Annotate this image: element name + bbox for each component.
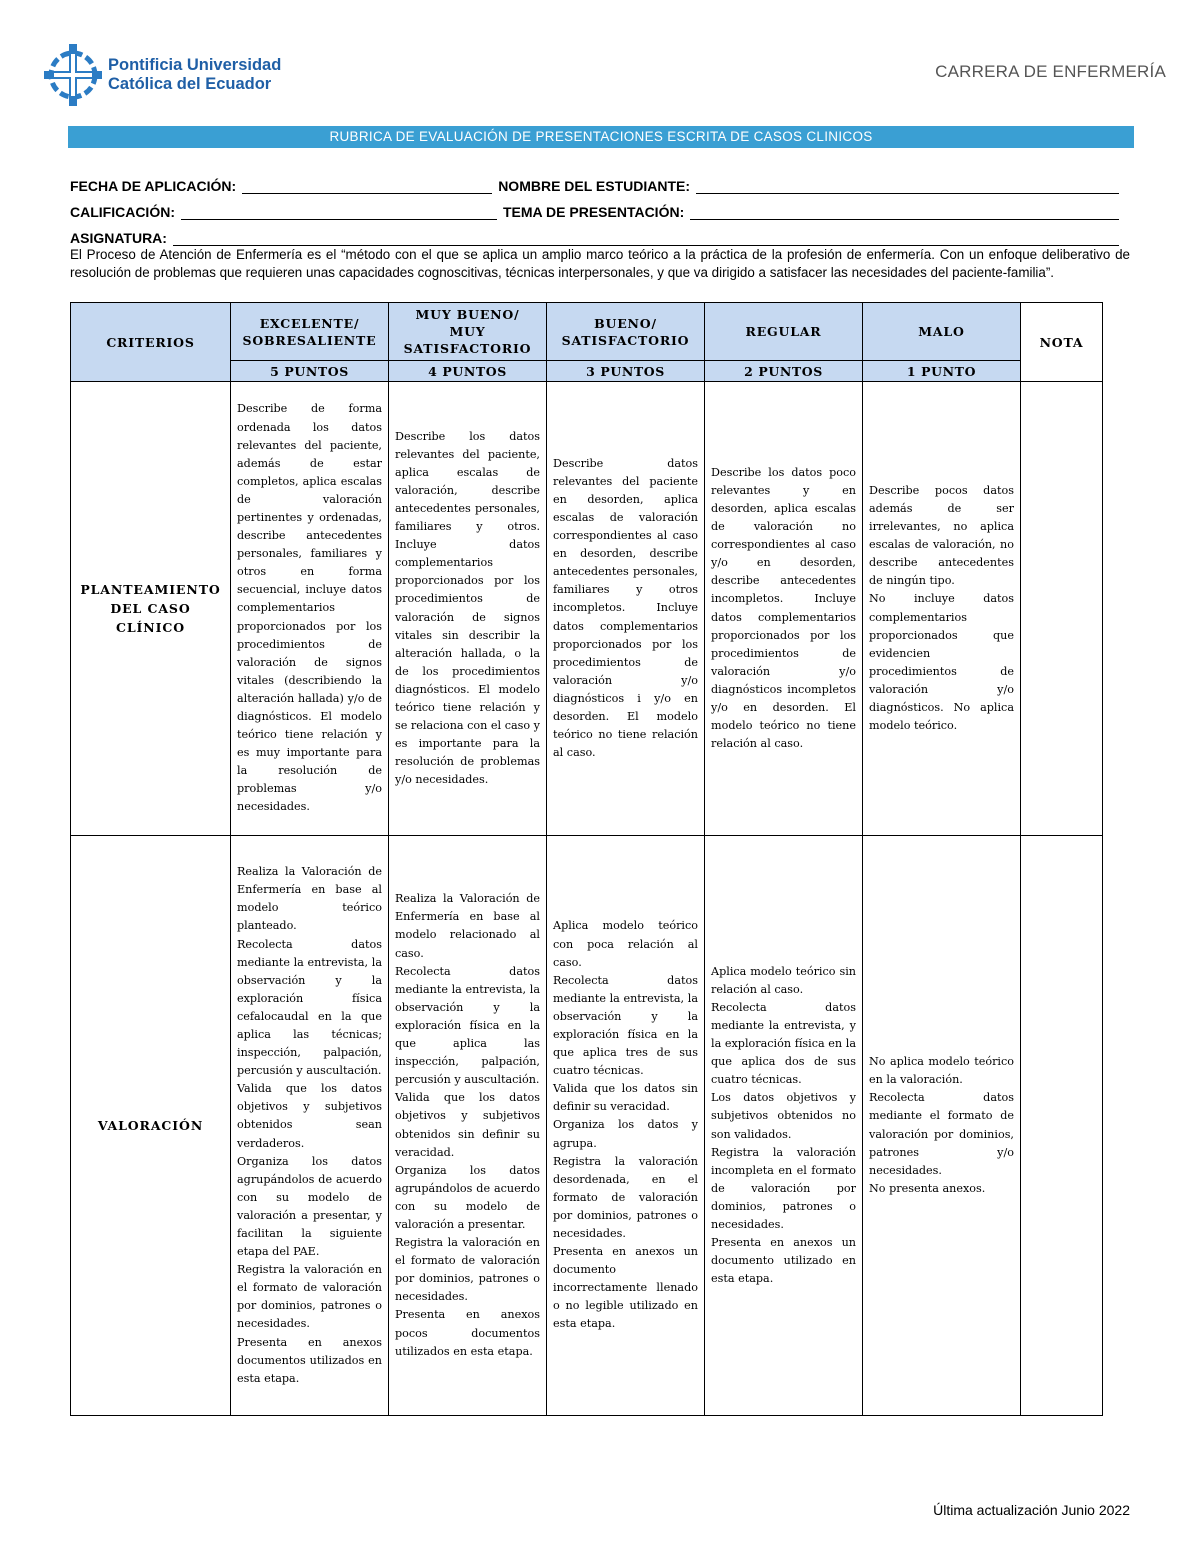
level-header bbox=[863, 303, 1021, 361]
descriptor-text: Recolecta datos mediante la entrevista, la observación y la exploración física en la que aplica tres de sus cuatro técnicas. bbox=[553, 973, 698, 1078]
level-header bbox=[705, 303, 863, 361]
university-crest-icon bbox=[42, 42, 104, 108]
calificacion-blank[interactable] bbox=[181, 207, 497, 220]
descriptor-text: Recolecta datos mediante el formato de valoración por dominios, patrones y/o necesidades. bbox=[869, 1091, 1014, 1177]
descriptor-cell bbox=[231, 382, 389, 836]
level-name-line: MUY bbox=[449, 324, 486, 339]
nota-header: NOTA bbox=[1021, 303, 1103, 382]
descriptor-text: Registra la valoración en el formato de valoración por dominios, patrones o necesidades. bbox=[395, 1236, 540, 1304]
level-name-line: EXCELENTE/ bbox=[259, 315, 360, 331]
level-points: 2 PUNTOS bbox=[705, 361, 863, 382]
descriptor-cell bbox=[705, 836, 863, 1416]
level-name-line: SATISFACTORIO bbox=[561, 332, 690, 348]
last-update-footer: Última actualización Junio 2022 bbox=[933, 1502, 1130, 1518]
descriptor-text: Realiza la Valoración de Enfermería en base al modelo teórico planteado. bbox=[237, 865, 382, 933]
descriptor-text: Realiza la Valoración de Enfermería en base al modelo relacionado al caso. bbox=[395, 892, 540, 960]
descriptor-text: Valida que los datos objetivos y subjetivos obtenidos sean verdaderos. bbox=[237, 1082, 382, 1150]
intro-paragraph: El Proceso de Atención de Enfermería es el “método con el que se aplica un amplio marco teórico a la práctica de la profesión de enfermería. Con un enfoque deliberativo de resolución de problemas que requieren unas capacidades cognoscitivas, técnicas interpersonales, y que va dirigido a satisfacer las necesidades del paciente-familia”. bbox=[70, 247, 1130, 280]
descriptor-text: Registra la valoración en el formato de valoración por dominios, patrones o necesidades. bbox=[237, 1263, 382, 1331]
descriptor-text: Aplica modelo teórico con poca relación al caso. bbox=[553, 919, 698, 969]
descriptor-text: No aplica modelo teórico en la valoración. bbox=[869, 1055, 1014, 1087]
level-name-line: MALO bbox=[918, 324, 965, 339]
asignatura-label: ASIGNATURA: bbox=[70, 230, 167, 246]
descriptor-text: Presenta en anexos un documento incorrectamente llenado o no legible utilizado en esta etapa. bbox=[553, 1245, 698, 1331]
rubric-row bbox=[71, 382, 1103, 836]
descriptor-text: Describe pocos datos además de ser irrelevantes, no aplica escalas de valoración, no describe antecedentes de ningún tipo. bbox=[869, 483, 1014, 588]
level-header bbox=[547, 303, 705, 361]
university-name-line2: Católica del Ecuador bbox=[108, 75, 272, 93]
descriptor-text: Aplica modelo teórico sin relación al caso. bbox=[711, 964, 856, 996]
descriptor-cell bbox=[389, 382, 547, 836]
descriptor-text: Presenta en anexos pocos documentos utilizados en esta etapa. bbox=[395, 1308, 540, 1358]
tema-label: TEMA DE PRESENTACIÓN: bbox=[503, 204, 685, 220]
descriptor-text: Registra la valoración incompleta en el formato de valoración por dominios, patrones o necesidades. bbox=[711, 1145, 856, 1231]
level-points: 3 PUNTOS bbox=[547, 361, 705, 382]
tema-blank[interactable] bbox=[690, 207, 1119, 220]
descriptor-cell bbox=[231, 836, 389, 1416]
descriptor-cell bbox=[547, 382, 705, 836]
descriptor-text: Presenta en anexos un documento utilizado en esta etapa. bbox=[711, 1236, 856, 1286]
rubric-table bbox=[70, 302, 1103, 1416]
descriptor-text: Organiza los datos agrupándolos de acuerdo con su modelo de valoración a presentar. bbox=[395, 1163, 540, 1231]
rubric-title-banner: RUBRICA DE EVALUACIÓN DE PRESENTACIONES ESCRITA DE CASOS CLINICOS bbox=[68, 126, 1134, 148]
level-header bbox=[389, 303, 547, 361]
criterion-line: PLANTEAMIENTO bbox=[80, 582, 221, 597]
level-points: 1 PUNTO bbox=[863, 361, 1021, 382]
fecha-label: FECHA DE APLICACIÓN: bbox=[70, 178, 237, 194]
level-points: 5 PUNTOS bbox=[231, 361, 389, 382]
descriptor-text: Organiza los datos agrupándolos de acuerdo con su modelo de valoración a presentar, y facilitan la siguiente etapa del PAE. bbox=[237, 1154, 382, 1259]
descriptor-text: Registra la valoración desordenada, en el formato de valoración por dominios, patrones o necesidades. bbox=[553, 1154, 698, 1241]
descriptor-cell bbox=[389, 836, 547, 1416]
level-name-line: SOBRESALIENTE bbox=[242, 332, 377, 348]
calificacion-label: CALIFICACIÓN: bbox=[70, 204, 175, 220]
field-row-3 bbox=[70, 220, 1125, 246]
descriptor-text: Describe los datos relevantes del paciente, aplica escalas de valoración, describe antecedentes personales, familiares y otros. Incluye datos complementarios proporcionados por los procedimientos de valoración de signos vitales sin describir la alteración hallada, o la de los procedimientos diagnósticos. El modelo teórico tiene relación y se relaciona con el caso y es importante para la resolución de problemas y/o necesidades. bbox=[395, 429, 540, 787]
level-header bbox=[231, 303, 389, 361]
descriptor-cell bbox=[863, 836, 1021, 1416]
descriptor-text: Recolecta datos mediante la entrevista, la observación y la exploración física en la que aplica las inspección, palpación, percusión y auscultación. bbox=[395, 964, 540, 1087]
descriptor-text: Valida que los datos objetivos y subjetivos obtenidos sin definir su veracidad. bbox=[395, 1091, 540, 1159]
level-name-line: SATISFACTORIO bbox=[403, 341, 532, 356]
criterios-header: CRITERIOS bbox=[71, 303, 231, 382]
descriptor-text: Describe de forma ordenada los datos relevantes del paciente, además de estar completos, aplica escalas de valoración pertinentes y ordenadas, describe antecedentes personales, familiares y otros en forma secuencial, incluye datos complementarios proporcionados por los procedimientos de valoración de signos vitales (describiendo la alteración hallada) y/o de diagnósticos. El modelo teórico tiene relación y es muy importante para la resolución de problemas y/o necesidades. bbox=[237, 402, 382, 814]
descriptor-text: Los datos objetivos y subjetivos obtenidos no son validados. bbox=[711, 1091, 856, 1141]
descriptor-text: Recolecta datos mediante la entrevista, y la exploración física en la que aplica dos de sus cuatro técnicas. bbox=[711, 1000, 856, 1087]
descriptor-text: Describe datos relevantes del paciente en desorden, aplica escalas de valoración correspondientes al caso en desorden, describe antecedentes personales, familiares y otros incompletos. Incluye datos complementarios proporcionados por los procedimientos de valoración y/o diagnósticos i y/o en desorden. El modelo teórico no tiene relación al caso. bbox=[553, 456, 698, 760]
level-points: 4 PUNTOS bbox=[389, 361, 547, 382]
level-name-line: REGULAR bbox=[745, 324, 822, 339]
nota-cell[interactable] bbox=[1021, 836, 1103, 1416]
field-row-2 bbox=[70, 194, 1125, 220]
descriptor-text: No incluye datos complementarios proporcionados que evidencien procedimientos de valoración y/o diagnósticos. No aplica modelo teórico. bbox=[869, 592, 1014, 733]
field-row-1 bbox=[70, 168, 1125, 194]
university-logo bbox=[42, 40, 282, 110]
descriptor-cell bbox=[705, 382, 863, 836]
criterion-cell bbox=[71, 382, 231, 836]
nombre-blank[interactable] bbox=[696, 181, 1119, 194]
criterion-line: CLÍNICO bbox=[116, 620, 185, 635]
nombre-label: NOMBRE DEL ESTUDIANTE: bbox=[498, 178, 691, 194]
header-row bbox=[71, 303, 1103, 361]
nota-cell[interactable] bbox=[1021, 382, 1103, 836]
descriptor-cell bbox=[547, 836, 705, 1416]
descriptor-text: Recolecta datos mediante la entrevista, la observación y la exploración física cefalocaudal en la que aplica las técnicas; inspección, palpación, percusión y auscultación. bbox=[237, 937, 382, 1078]
criterion-line: DEL CASO bbox=[110, 601, 191, 616]
descriptor-text: Organiza los datos y agrupa. bbox=[553, 1118, 698, 1150]
criterion-line: VALORACIÓN bbox=[97, 1118, 204, 1133]
career-title: CARRERA DE ENFERMERÍA bbox=[935, 62, 1166, 81]
fecha-blank[interactable] bbox=[242, 181, 492, 194]
level-name-line: BUENO/ bbox=[594, 315, 657, 331]
level-name-line: MUY BUENO/ bbox=[415, 307, 520, 322]
descriptor-text: Describe los datos poco relevantes y en desorden, aplica escalas de valoración no correspondientes al caso y/o en desorden, describe antecedentes incompletos. Incluye datos complementarios proporcionados por los procedimientos de valoración y/o diagnósticos incompletos y/o en desorden. El modelo teórico no tiene relación al caso. bbox=[711, 465, 856, 751]
university-name-line1: Pontificia Universidad bbox=[108, 56, 282, 74]
asignatura-blank[interactable] bbox=[173, 233, 1119, 246]
rubric-row bbox=[71, 836, 1103, 1416]
descriptor-text: Valida que los datos sin definir su veracidad. bbox=[553, 1082, 698, 1114]
student-info-fields bbox=[70, 168, 1125, 246]
descriptor-cell bbox=[863, 382, 1021, 836]
descriptor-text: No presenta anexos. bbox=[869, 1181, 986, 1195]
criterion-cell bbox=[71, 836, 231, 1416]
descriptor-text: Presenta en anexos documentos utilizados en esta etapa. bbox=[237, 1335, 382, 1385]
